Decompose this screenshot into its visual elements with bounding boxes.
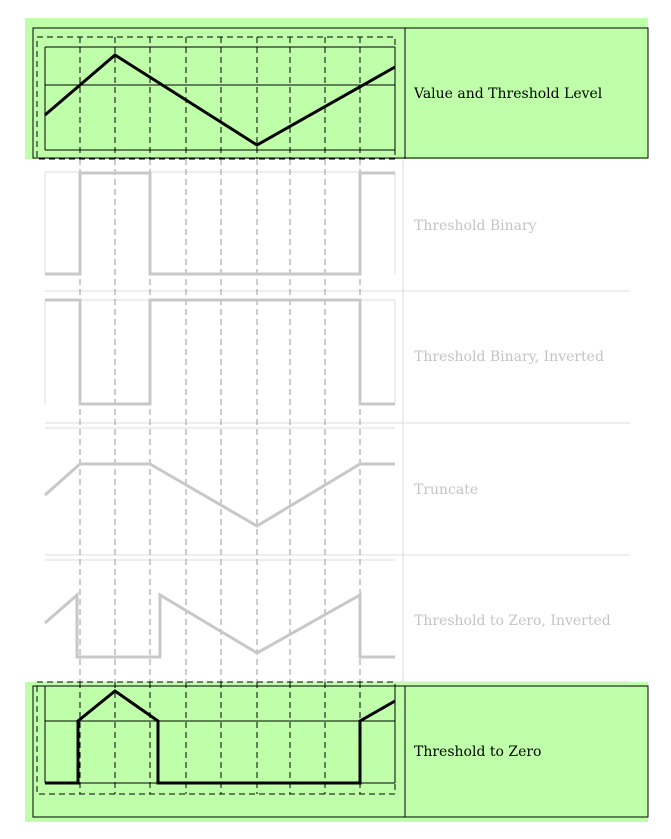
grid-lines-faded — [45, 159, 630, 682]
row-label-threshold-binary: Threshold Binary — [414, 218, 537, 234]
waveform-threshold-to-zero-inverted — [45, 595, 395, 657]
row-label-threshold-to-zero-inverted: Threshold to Zero, Inverted — [414, 613, 611, 629]
row-label-threshold-to-zero: Threshold to Zero — [414, 744, 542, 760]
row-label-value-threshold-level: Value and Threshold Level — [414, 86, 603, 102]
waveforms-active — [45, 55, 395, 783]
row-label-truncate: Truncate — [414, 482, 479, 498]
waveform-threshold-binary — [45, 173, 395, 274]
waveform-threshold-binary-inverted — [45, 300, 395, 404]
waveform-truncate — [45, 464, 395, 526]
waveforms-faded — [45, 173, 395, 657]
row-label-threshold-binary-inverted: Threshold Binary, Inverted — [414, 349, 604, 365]
